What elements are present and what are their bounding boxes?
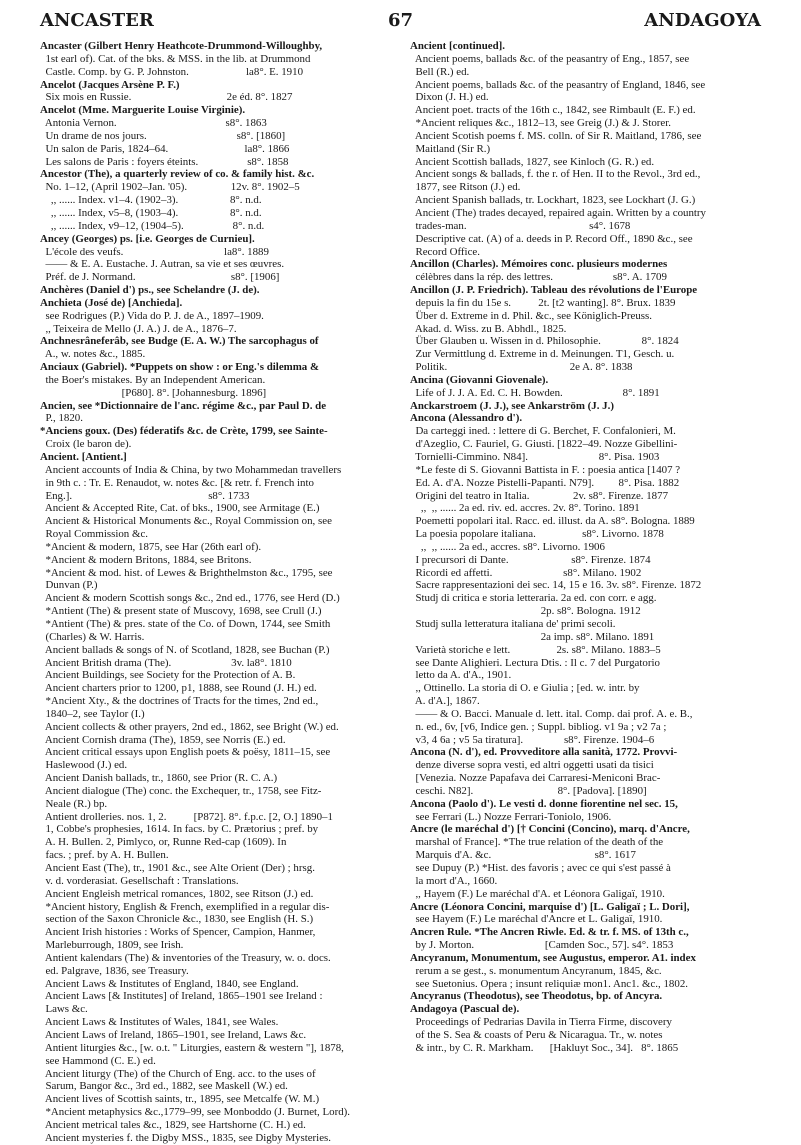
entry-heading-line: Ancelot (Jacques Arsène P. F.)	[40, 78, 180, 91]
entry-line: P., 1820.	[40, 412, 83, 425]
entry-line: Ancient Scottish ballads, 1827, see Kinloch (G. R.) ed.	[410, 155, 655, 168]
entry-line: see Rodrigues (P.) Vida do P. J. de A., 1897–1909.	[40, 309, 264, 322]
entry-line: *Ancient reliques &c., 1812–13, see Greig (J.) & J. Storer.	[410, 117, 672, 130]
entry-line: ed. Palgrave, 1836, see Treasury.	[40, 964, 189, 977]
entry-line: Six mois en Russie. 2e éd. 8°. 1827	[40, 91, 293, 104]
entry-line: A. d'A.], 1867.	[410, 695, 480, 708]
entry-line: Marleburrough, 1809, see Irish.	[40, 939, 184, 952]
entry-line: Ancient Scotish poems f. MS. colln. of Sir R. Maitland, 1786, see	[410, 129, 702, 142]
entry-line: Neale (R.) bp.	[40, 797, 108, 810]
entry-line: Marquis d'A. &c. s8°. 1617	[410, 849, 636, 862]
entry-line: Ancient & Historical Monuments &c., Royal Commission on, see	[40, 515, 332, 528]
entry-line: Ancient Engleish metrical romances, 1802, see Ritson (J.) ed.	[40, 887, 314, 900]
entry-line: Ancient lives of Scottish saints, tr., 1895, see Metcalfe (W. M.)	[40, 1093, 320, 1106]
entry-line: L'école des veufs. la8°. 1889	[40, 245, 269, 258]
entry-line: Ancient Irish histories : Works of Spencer, Campion, Hanmer,	[40, 926, 316, 939]
right-column	[410, 40, 766, 1100]
entry-line: Life of J. J. A. Ed. C. H. Bowden. 8°. 1891	[410, 386, 660, 399]
entry-line: n. ed., 6v, [v6, Indice gen. ; Suppl. bibliog. v1 9a ; v2 7a ;	[410, 720, 667, 733]
entry-line: Bell (R.) ed.	[410, 65, 470, 78]
entry-line: ,, ...... Index, v9–12, (1904–5). 8°. n.d.	[40, 219, 265, 232]
entry-line: Ancient & Accepted Rite, Cat. of bks., 1900, see Armitage (E.)	[40, 502, 320, 515]
entry-line: of the S. Sea & coasts of Peru & Nicaragua. Tr., w. notes	[410, 1028, 663, 1041]
entry-line: *Ancient & mod. hist. of Lewes & Brighthelmston &c., 1795, see	[40, 566, 333, 579]
entry-line: 1st earl of). Cat. of the bks. & MSS. in the lib. at Drummond	[40, 52, 311, 65]
entry-line: Proceedings of Pedrarias Davila in Tierra Firme, discovery	[410, 1016, 672, 1029]
entry-line: [Venezia. Nozze Papafava dei Carraresi-Meniconi Brac-	[410, 772, 661, 785]
entry-line: Royal Commission &c.	[40, 528, 149, 541]
entry-heading-line: Ancillon (J. P. Friedrich). Tableau des révolutions de l'Europe	[410, 284, 698, 297]
entry-heading-line: Anchères (Daniel d') ps., see Schelandre (J. de).	[40, 284, 260, 297]
entry-line: —— & O. Bacci. Manuale d. lett. ital. Comp. dai prof. A. e. B.,	[410, 707, 693, 720]
entry-line: *Ancient metaphysics &c.,1779–99, see Monboddo (J. Burnet, Lord).	[40, 1106, 351, 1119]
entry-line: Ancient collects & other prayers, 2nd ed., 1862, see Bright (W.) ed.	[40, 720, 339, 733]
entry-line: by J. Morton. [Camden Soc., 57]. s4°. 1853	[410, 939, 674, 952]
entry-line: d'Azeglio, C. Fauriel, G. Giusti. [1822–49. Nozze Gibellini-	[410, 438, 678, 451]
entry-line: Origini del teatro in Italia. 2v. s8°. Firenze. 1877	[410, 489, 669, 502]
entry-heading-line: Ancyranus (Theodotus), see Theodotus, bp. of Ancyra.	[410, 990, 663, 1003]
entry-line: A. H. Bullen. 2, Pimlyco, or, Runne Red-cap (1609). In	[40, 836, 287, 849]
entry-line: see Suetonius. Opera ; insunt reliquiæ mon1. Anc1. &c., 1802.	[410, 977, 688, 990]
entry-line: Maitland (Sir R.)	[410, 142, 491, 155]
entry-line: Un salon de Paris, 1824–64. la8°. 1866	[40, 142, 290, 155]
entry-line: Studj sulla letteratura italiana de' primi secoli.	[410, 617, 616, 630]
entry-line: v3, 4 6a ; v5 5a tiratura]. s8°. Firenze. 1904–6	[410, 733, 655, 746]
entry-line: Record Office.	[410, 245, 480, 258]
entry-line: Antient liturgies &c., [w. o.t. " Liturgies, eastern & western "], 1878,	[40, 1041, 344, 1054]
entry-line: Ancient mysteries f. the Digby MSS., 1835, see Digby Mysteries.	[40, 1131, 331, 1144]
left-column	[40, 40, 396, 1144]
entry-line: *Antient (The) & pres. state of the Co. of Down, 1744, see Smith	[40, 617, 331, 630]
entry-line: Ancient accounts of India & China, by two Mohammedan travellers	[40, 463, 342, 476]
entry-line: Ancient & modern Scottish songs &c., 2nd ed., 1776, see Herd (D.)	[40, 592, 340, 605]
entry-line: *Ancient history, English & French, exemplified in a regular dis-	[40, 900, 330, 913]
running-header	[40, 8, 761, 34]
entry-line: trades-man. s4°. 1678	[410, 219, 631, 232]
entry-line: v. d. vorderasiat. Gesellschaft : Translations.	[40, 874, 239, 887]
entry-line: Ancient poems, ballads &c. of the peasantry of Eng., 1857, see	[410, 52, 690, 65]
entry-line: célèbres dans la rép. des lettres. s8°. A. 1709	[410, 271, 667, 284]
page-number: 67	[387, 10, 414, 31]
entry-line: Ancient poet. tracts of the 16th c., 1842, see Rimbault (E. F.) ed.	[410, 104, 696, 117]
entry-line: Ancient (The) trades decayed, repaired again. Written by a country	[410, 206, 707, 219]
entry-line: depuis la fin du 15e s. 2t. [t2 wanting]. 8°. Brux. 1839	[410, 296, 676, 309]
entry-line: *Ancient Xty., & the doctrines of Tracts for the times, 2nd ed.,	[40, 695, 319, 708]
entry-line: Eng.]. s8°. 1733	[40, 489, 250, 502]
entry-line: *Ancient & modern, 1875, see Har (26th earl of).	[40, 540, 262, 553]
header-first-entry: ANCASTER	[40, 10, 154, 31]
entry-line: Tornielli-Cimmino. N84]. 8°. Pisa. 1903	[410, 451, 660, 463]
entry-heading-line: Ancina (Giovanni Giovenale).	[410, 373, 549, 386]
entry-heading-line: Ancien, see *Dictionnaire de l'anc. régime &c., par Paul D. de	[40, 399, 327, 412]
entry-line: —— & E. A. Eustache. J. Autran, sa vie et ses œuvres.	[40, 258, 285, 271]
entry-line: *Antient (The) & present state of Muscovy, 1698, see Crull (J.)	[40, 605, 322, 618]
entry-line: see Ferrari (L.) Nozze Ferrari-Toniolo, 1906.	[410, 810, 612, 823]
entry-line: Ancient East (The), tr., 1901 &c., see Alte Orient (Der) ; hrsg.	[40, 862, 315, 874]
entry-line: section of the Saxon Chronicle &c., 1830, see English (H. S.)	[40, 913, 314, 926]
entry-line: Akad. d. Wiss. zu B. Abhdl., 1825.	[410, 322, 567, 335]
entry-line: 2p. s8°. Bologna. 1912	[410, 605, 641, 618]
entry-line: Ancient Cornish drama (The), 1859, see Norris (E.) ed.	[40, 733, 286, 746]
entry-line: A., w. notes &c., 1885.	[40, 348, 146, 361]
entry-line: *Le feste di S. Giovanni Battista in F. : poesia antica [1407 ?	[410, 463, 681, 476]
entry-heading-line: Ancient. [Antient.]	[40, 451, 127, 463]
entry-line: denze diverse sopra vesti, ed altri oggetti usati da tisici	[410, 759, 654, 772]
entry-line: Antient kalendars (The) & inventories of the Treasury, w. o. docs.	[40, 951, 331, 964]
entry-line: ,, ...... Index. v1–4. (1902–3). 8°. n.d.	[40, 194, 262, 207]
entry-heading-line: Ancey (Georges) ps. [i.e. Georges de Curnieu].	[40, 232, 255, 245]
entry-line: Über d. Extreme in d. Phil. &c., see Königlich-Preuss.	[410, 309, 652, 322]
entry-line: see Hammond (C. E.) ed.	[40, 1054, 156, 1067]
entry-line: in 9th c. : Tr. E. Renaudot, w. notes &c. [& retr. f. French into	[40, 476, 314, 489]
entry-line: la mort d'A., 1660.	[410, 874, 498, 887]
entry-heading-line: Ancillon (Charles). Mémoires conc. plusieurs modernes	[410, 258, 668, 271]
entry-heading-line: Anciaux (Gabriel). *Puppets on show : or Eng.'s dilemma &	[40, 361, 320, 374]
entry-heading-line: Ancona (Paolo d'). Le vesti d. donne fiorentine nel sec. 15,	[410, 797, 678, 810]
entry-line: Ancient charters prior to 1200, p1, 1888, see Round (J. H.) ed.	[40, 682, 317, 695]
entry-line: Croix (le baron de).	[40, 438, 132, 451]
entry-line: *Ancient & modern Britons, 1884, see Britons.	[40, 553, 252, 566]
entry-line: Ancient ballads & songs of N. of Scotland, 1828, see Buchan (P.)	[40, 643, 330, 656]
entry-line: Sacre rappresentazioni dei sec. 14, 15 e 16. 3v. s8°. Firenze. 1872	[410, 579, 702, 592]
entry-heading-line: Anchnesrâneferâb, see Budge (E. A. W.) The sarcophagus of	[40, 335, 319, 348]
entry-line: see Dante Alighieri. Lectura Dtis. : Il c. 7 del Purgatorio	[410, 656, 660, 669]
entry-line: Descriptive cat. (A) of a. deeds in P. Record Off., 1890 &c., see	[410, 232, 693, 245]
entry-line: Dunvan (P.)	[40, 579, 98, 592]
entry-line: see Dupuy (P.) *Hist. des favoris ; avec ce qui s'est passé à	[410, 862, 671, 874]
entry-heading-line: Ancient [continued].	[410, 40, 505, 52]
entry-line: No. 1–12, (April 1902–Jan. '05). 12v. 8°. 1902–5	[40, 181, 300, 194]
entry-line: Ancient songs & ballads, f. the r. of Hen. II to the Revol., 3rd ed.,	[410, 168, 701, 181]
entry-line: Ancient metrical tales &c., 1829, see Hartshorne (C. H.) ed.	[40, 1118, 306, 1131]
entry-line: ,, Teixeira de Mello (J. A.) J. de A., 1876–7.	[40, 322, 237, 335]
entry-heading-line: Andagoya (Pascual de).	[410, 1003, 520, 1016]
entry-line: Ancient Laws of Ireland, 1865–1901, see Ireland, Laws &c.	[40, 1028, 307, 1041]
entry-line: Ed. A. d'A. Nozze Pistelli-Papanti. N79]. 8°. Pisa. 1882	[410, 476, 680, 489]
header-last-entry: ANDAGOYA	[644, 10, 761, 31]
entry-line: ,, ,, ...... 2a ed., accres. s8°. Livorno. 1906	[410, 540, 605, 553]
entry-line: the Boer's mistakes. By an Independent American.	[40, 373, 266, 386]
entry-line: Da carteggi ined. : lettere di G. Berchet, F. Confalonieri, M.	[410, 425, 676, 438]
entry-heading-line: Anckarstroem (J. J.), see Ankarström (J. J.)	[410, 399, 614, 412]
entry-line: Ancient British drama (The). 3v. la8°. 1810	[40, 656, 292, 669]
entry-line: Ricordi ed affetti. s8°. Milano. 1902	[410, 566, 642, 579]
entry-line: ,, ,, ...... 2a ed. riv. ed. accres. 2v. 8°. Torino. 1891	[410, 502, 640, 515]
entry-line: Ancient Laws & Institutes of Wales, 1841, see Wales.	[40, 1016, 279, 1029]
entry-line: Un drame de nos jours. s8°. [1860]	[40, 129, 286, 142]
entry-line: Ancient critical essays upon English poets & poësy, 1811–15, see	[40, 746, 331, 759]
entry-line: Castle. Comp. by G. P. Johnston. la8°. E. 1910	[40, 65, 304, 78]
entry-heading-line: Anchieta (José de) [Anchieda].	[40, 296, 183, 309]
entry-line: Über Glauben u. Wissen in d. Philosophie. 8°. 1824	[410, 335, 679, 348]
entry-line: Politik. 2e A. 8°. 1838	[410, 361, 633, 374]
entry-line: Ancient poems, ballads &c. of the peasantry of England, 1846, see	[410, 78, 706, 91]
entry-line: facs. ; pref. by A. H. Bullen.	[40, 849, 169, 862]
entry-line: ,, Hayem (F.) Le maréchal d'A. et Léonora Galigaï, 1910.	[410, 887, 665, 900]
entry-line: Ancient Buildings, see Society for the Protection of A. B.	[40, 669, 296, 682]
entry-line: Haslewood (J.) ed.	[40, 759, 128, 772]
entry-line: Antonia Vernon. s8°. 1863	[40, 117, 267, 130]
entry-line: & intr., by C. R. Markham. [Hakluyt Soc., 34]. 8°. 1865	[410, 1041, 679, 1054]
entry-heading-line: *Anciens goux. (Des) féderatifs &c. de Crète, 1799, see Sainte-	[40, 425, 328, 438]
entry-line: Ancient liturgy (The) of the Church of Eng. acc. to the uses of	[40, 1067, 316, 1080]
entry-heading-line: Ancona (N. d'), ed. Provveditore alla sanità, 1772. Provvi-	[410, 746, 678, 759]
entry-line: [P680]. 8°. [Johannesburg. 1896]	[40, 386, 267, 399]
entry-line: marshal of France]. *The true relation of the death of the	[410, 836, 664, 849]
entry-line: Dixon (J. H.) ed.	[410, 91, 489, 104]
entry-line: letto da A. d'A., 1901.	[410, 669, 512, 682]
entry-line: Préf. de J. Normand. s8°. [1906]	[40, 271, 280, 284]
entry-line: 1840–2, see Taylor (I.)	[40, 707, 145, 720]
entry-heading-line: Ancelot (Mme. Marguerite Louise Virginie).	[40, 104, 246, 117]
entry-line: Ancient Danish ballads, tr., 1860, see Prior (R. C. A.)	[40, 772, 278, 785]
entry-line: Les salons de Paris : foyers éteints. s8°. 1858	[40, 155, 289, 168]
entry-line: ,, ...... Index, v5–8, (1903–4). 8°. n.d.	[40, 206, 262, 219]
entry-heading-line: Ancren Rule. *The Ancren Riwle. Ed. & tr. f. MS. of 13th c.,	[410, 926, 689, 939]
entry-line: Antient drolleries. nos. 1, 2. [P872]. 8°. f.p.c. [2, O.] 1890–1	[40, 810, 333, 823]
entry-line: Sarum, Bangor &c., 3rd ed., 1882, see Maskell (W.) ed.	[40, 1080, 288, 1093]
entry-line: (Charles) & W. Harris.	[40, 630, 145, 643]
entry-line: 1, Cobbe's prophesies, 1614. In facs. by C. Prætorius ; pref. by	[40, 823, 319, 836]
entry-line: Ancient dialogue (The) conc. the Exchequer, tr., 1758, see Fitz-	[40, 784, 322, 797]
entry-line: La poesia popolare italiana. s8°. Livorno. 1878	[410, 528, 664, 541]
entry-line: see Hayem (F.) Le maréchal d'Ancre et L. Galigaï, 1910.	[410, 913, 663, 926]
entry-line: Ancient Spanish ballads, tr. Lockhart, 1823, see Lockhart (J. G.)	[410, 194, 696, 207]
entry-heading-line: Ancestor (The), a quarterly review of co. & family hist. &c.	[40, 168, 315, 181]
entry-heading-line: Ancre (le maréchal d') [† Concini (Concino), marq. d'Ancre,	[410, 823, 690, 836]
entry-line: Ancient Laws & Institutes of England, 1840, see England.	[40, 977, 299, 990]
entry-line: 1877, see Ritson (J.) ed.	[410, 181, 521, 194]
entry-heading-line: Ancaster (Gilbert Henry Heathcote-Drummond-Willoughby,	[40, 40, 323, 52]
entry-line: Zur Vermittlung d. Extreme in d. Meinungen. T1, Gesch. u.	[410, 348, 675, 361]
entry-line: 2a imp. s8°. Milano. 1891	[410, 630, 655, 643]
entry-line: Poemetti popolari ital. Racc. ed. illust. da A. s8°. Bologna. 1889	[410, 515, 695, 528]
entry-heading-line: Ancona (Alessandro d').	[410, 412, 523, 425]
entry-line: I precursori di Dante. s8°. Firenze. 1874	[410, 553, 651, 566]
entry-heading-line: Ancyranum, Monumentum, see Augustus, emperor. A1. index	[410, 951, 696, 964]
entry-line: rerum a se gest., s. monumentum Ancyranum, 1845, &c.	[410, 964, 662, 977]
entry-line: Varietà storiche e lett. 2s. s8°. Milano. 1883–5	[410, 643, 661, 656]
entry-line: ceschi. N82]. 8°. [Padova]. [1890]	[410, 784, 647, 797]
entry-line: Ancient Laws [& Institutes] of Ireland, 1865–1901 see Ireland :	[40, 990, 323, 1003]
entry-line: Laws &c.	[40, 1003, 88, 1016]
entry-heading-line: Ancre (Léonora Concini, marquise d') [L. Galigaï ; L. Dori],	[410, 900, 690, 913]
entry-line: ,, Ottinello. La storia di O. e Giulia ; [ed. w. intr. by	[410, 682, 640, 695]
entry-line: Studj di critica e storia letteraria. 2a ed. con corr. e agg.	[410, 592, 657, 605]
